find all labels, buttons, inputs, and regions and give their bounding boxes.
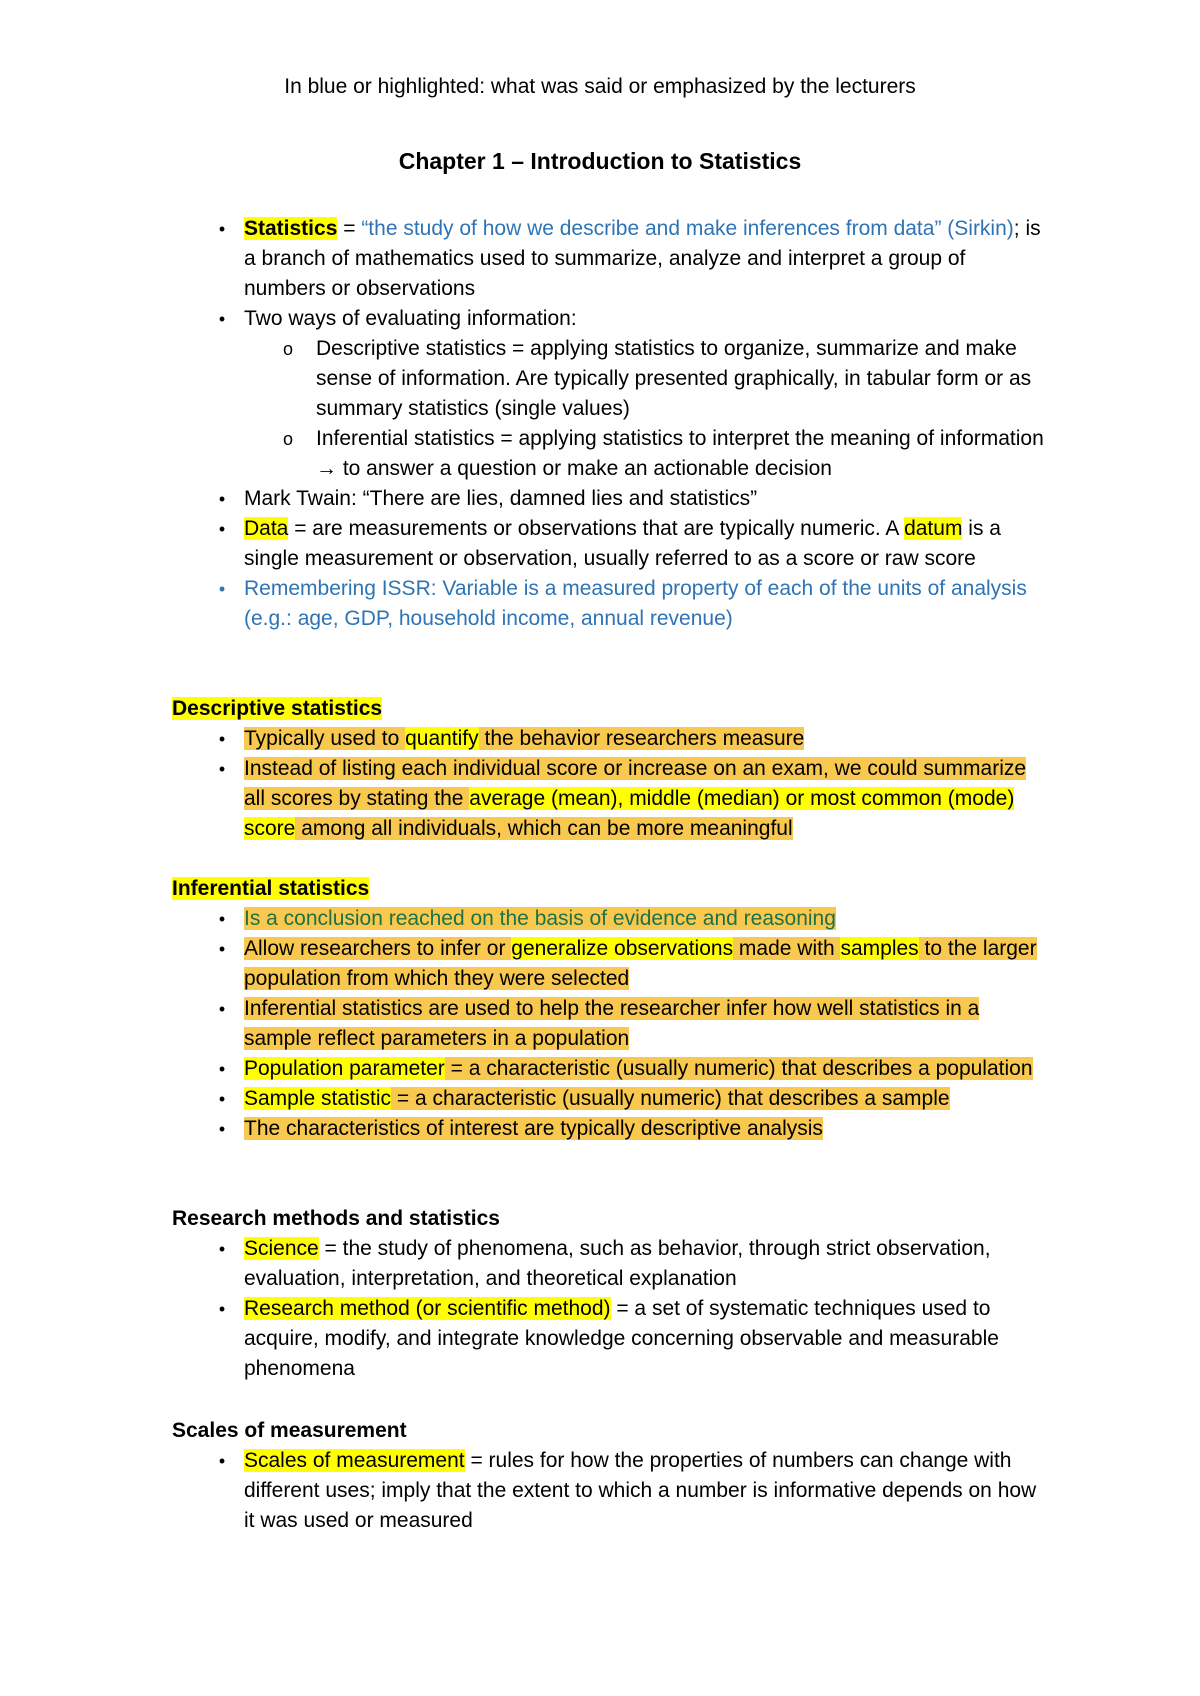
sirkin-quote: “the study of how we describe and make inferences from data” (Sirkin) <box>361 217 1014 240</box>
scales-list <box>172 1446 1052 1536</box>
list-item: • Instead of listing each individual score or increase on an exam, we could summarize all scores by stating the average (mean), middle (median) or most common (mode) score among all individuals, which can be more meaningful <box>172 754 1052 844</box>
list-item: • Inferential statistics are used to help the researcher infer how well statistics in a sample reflect parameters in a population <box>172 994 1052 1054</box>
list-item-statistics: • Statistics = “the study of how we describe and make inferences from data” (Sirkin); is a branch of mathematics used to summarize, analyze and interpret a group of numbers or observations <box>172 214 1052 304</box>
list-item-twain: • Mark Twain: “There are lies, damned lies and statistics” <box>172 484 1052 514</box>
list-item: • Research method (or scientific method) = a set of systematic techniques used to acquire, modify, and integrate knowledge concerning observable and measurable phenomena <box>172 1294 1052 1384</box>
list-item: • Allow researchers to infer or generalize observations made with samples to the larger population from which they were selected <box>172 934 1052 994</box>
list-item-issr: • Remembering ISSR: Variable is a measured property of each of the units of analysis (e.g.: age, GDP, household income, annual revenue) <box>172 574 1052 634</box>
chapter-title: Chapter 1 – Introduction to Statistics <box>398 148 802 174</box>
intro-list <box>172 214 1052 634</box>
term-statistics: Statistics <box>244 217 338 240</box>
bullet-icon: • <box>218 909 226 929</box>
page-header-note: In blue or highlighted: what was said or emphasized by the lecturers <box>284 75 916 98</box>
list-item-two-ways: • Two ways of evaluating information: o Descriptive statistics = applying statistics to organize, summarize and make sense of information. Are typically presented graphically, in tabular form or as summary statistics (single values) o Inferential statistics = applying statistics to interpret the meaning of information → to answer a question or make an actionable decision <box>172 304 1052 484</box>
sub-bullet-icon: o <box>282 429 293 449</box>
bullet-icon: • <box>218 309 226 329</box>
scales-section <box>172 1416 1052 1536</box>
bullet-icon: • <box>218 729 226 749</box>
bullet-icon: • <box>218 1239 226 1259</box>
descriptive-list <box>172 724 1052 844</box>
list-item: • Population parameter = a characteristic (usually numeric) that describes a population <box>172 1054 1052 1084</box>
intro-section <box>172 214 1052 634</box>
sub-list <box>172 334 1052 484</box>
sub-item-descriptive: o Descriptive statistics = applying statistics to organize, summarize and make sense of information. Are typically presented graphically, in tabular form or as summary statistics (single values) <box>172 334 1052 424</box>
list-item: • Is a conclusion reached on the basis of evidence and reasoning <box>172 904 1052 934</box>
inferential-section <box>172 874 1052 1144</box>
bullet-icon: • <box>218 759 226 779</box>
section-heading-descriptive: Descriptive statistics <box>172 697 383 720</box>
research-section <box>172 1204 1052 1384</box>
term-datum: datum <box>904 517 963 540</box>
sub-bullet-icon: o <box>282 339 293 359</box>
list-item: • Sample statistic = a characteristic (usually numeric) that describes a sample <box>172 1084 1052 1114</box>
bullet-icon: • <box>218 1059 226 1079</box>
term-data: Data <box>244 517 289 540</box>
bullet-icon: • <box>218 489 226 509</box>
list-item: • Scales of measurement = rules for how the properties of numbers can change with different uses; imply that the extent to which a number is informative depends on how it was used or measured <box>172 1446 1052 1536</box>
bullet-icon: • <box>218 579 226 599</box>
bullet-icon: • <box>218 219 226 239</box>
list-item-data: • Data = are measurements or observations that are typically numeric. A datum is a single measurement or observation, usually referred to as a score or raw score <box>172 514 1052 574</box>
bullet-icon: • <box>218 1451 226 1471</box>
sub-item-inferential: o Inferential statistics = applying statistics to interpret the meaning of information → to answer a question or make an actionable decision <box>172 424 1052 484</box>
bullet-icon: • <box>218 1119 226 1139</box>
list-item: • Typically used to quantify the behavior researchers measure <box>172 724 1052 754</box>
inferential-list <box>172 904 1052 1144</box>
bullet-icon: • <box>218 939 226 959</box>
descriptive-section <box>172 694 1052 844</box>
bullet-icon: • <box>218 1299 226 1319</box>
list-item: • The characteristics of interest are typically descriptive analysis <box>172 1114 1052 1144</box>
bullet-icon: • <box>218 1089 226 1109</box>
section-heading-scales: Scales of measurement <box>172 1419 407 1442</box>
research-list <box>172 1234 1052 1384</box>
arrow-right-icon: → <box>316 457 337 480</box>
list-item: • Science = the study of phenomena, such as behavior, through strict observation, evaluation, interpretation, and theoretical explanation <box>172 1234 1052 1294</box>
bullet-icon: • <box>218 999 226 1019</box>
section-heading-inferential: Inferential statistics <box>172 877 370 900</box>
bullet-icon: • <box>218 519 226 539</box>
section-heading-research: Research methods and statistics <box>172 1207 500 1230</box>
